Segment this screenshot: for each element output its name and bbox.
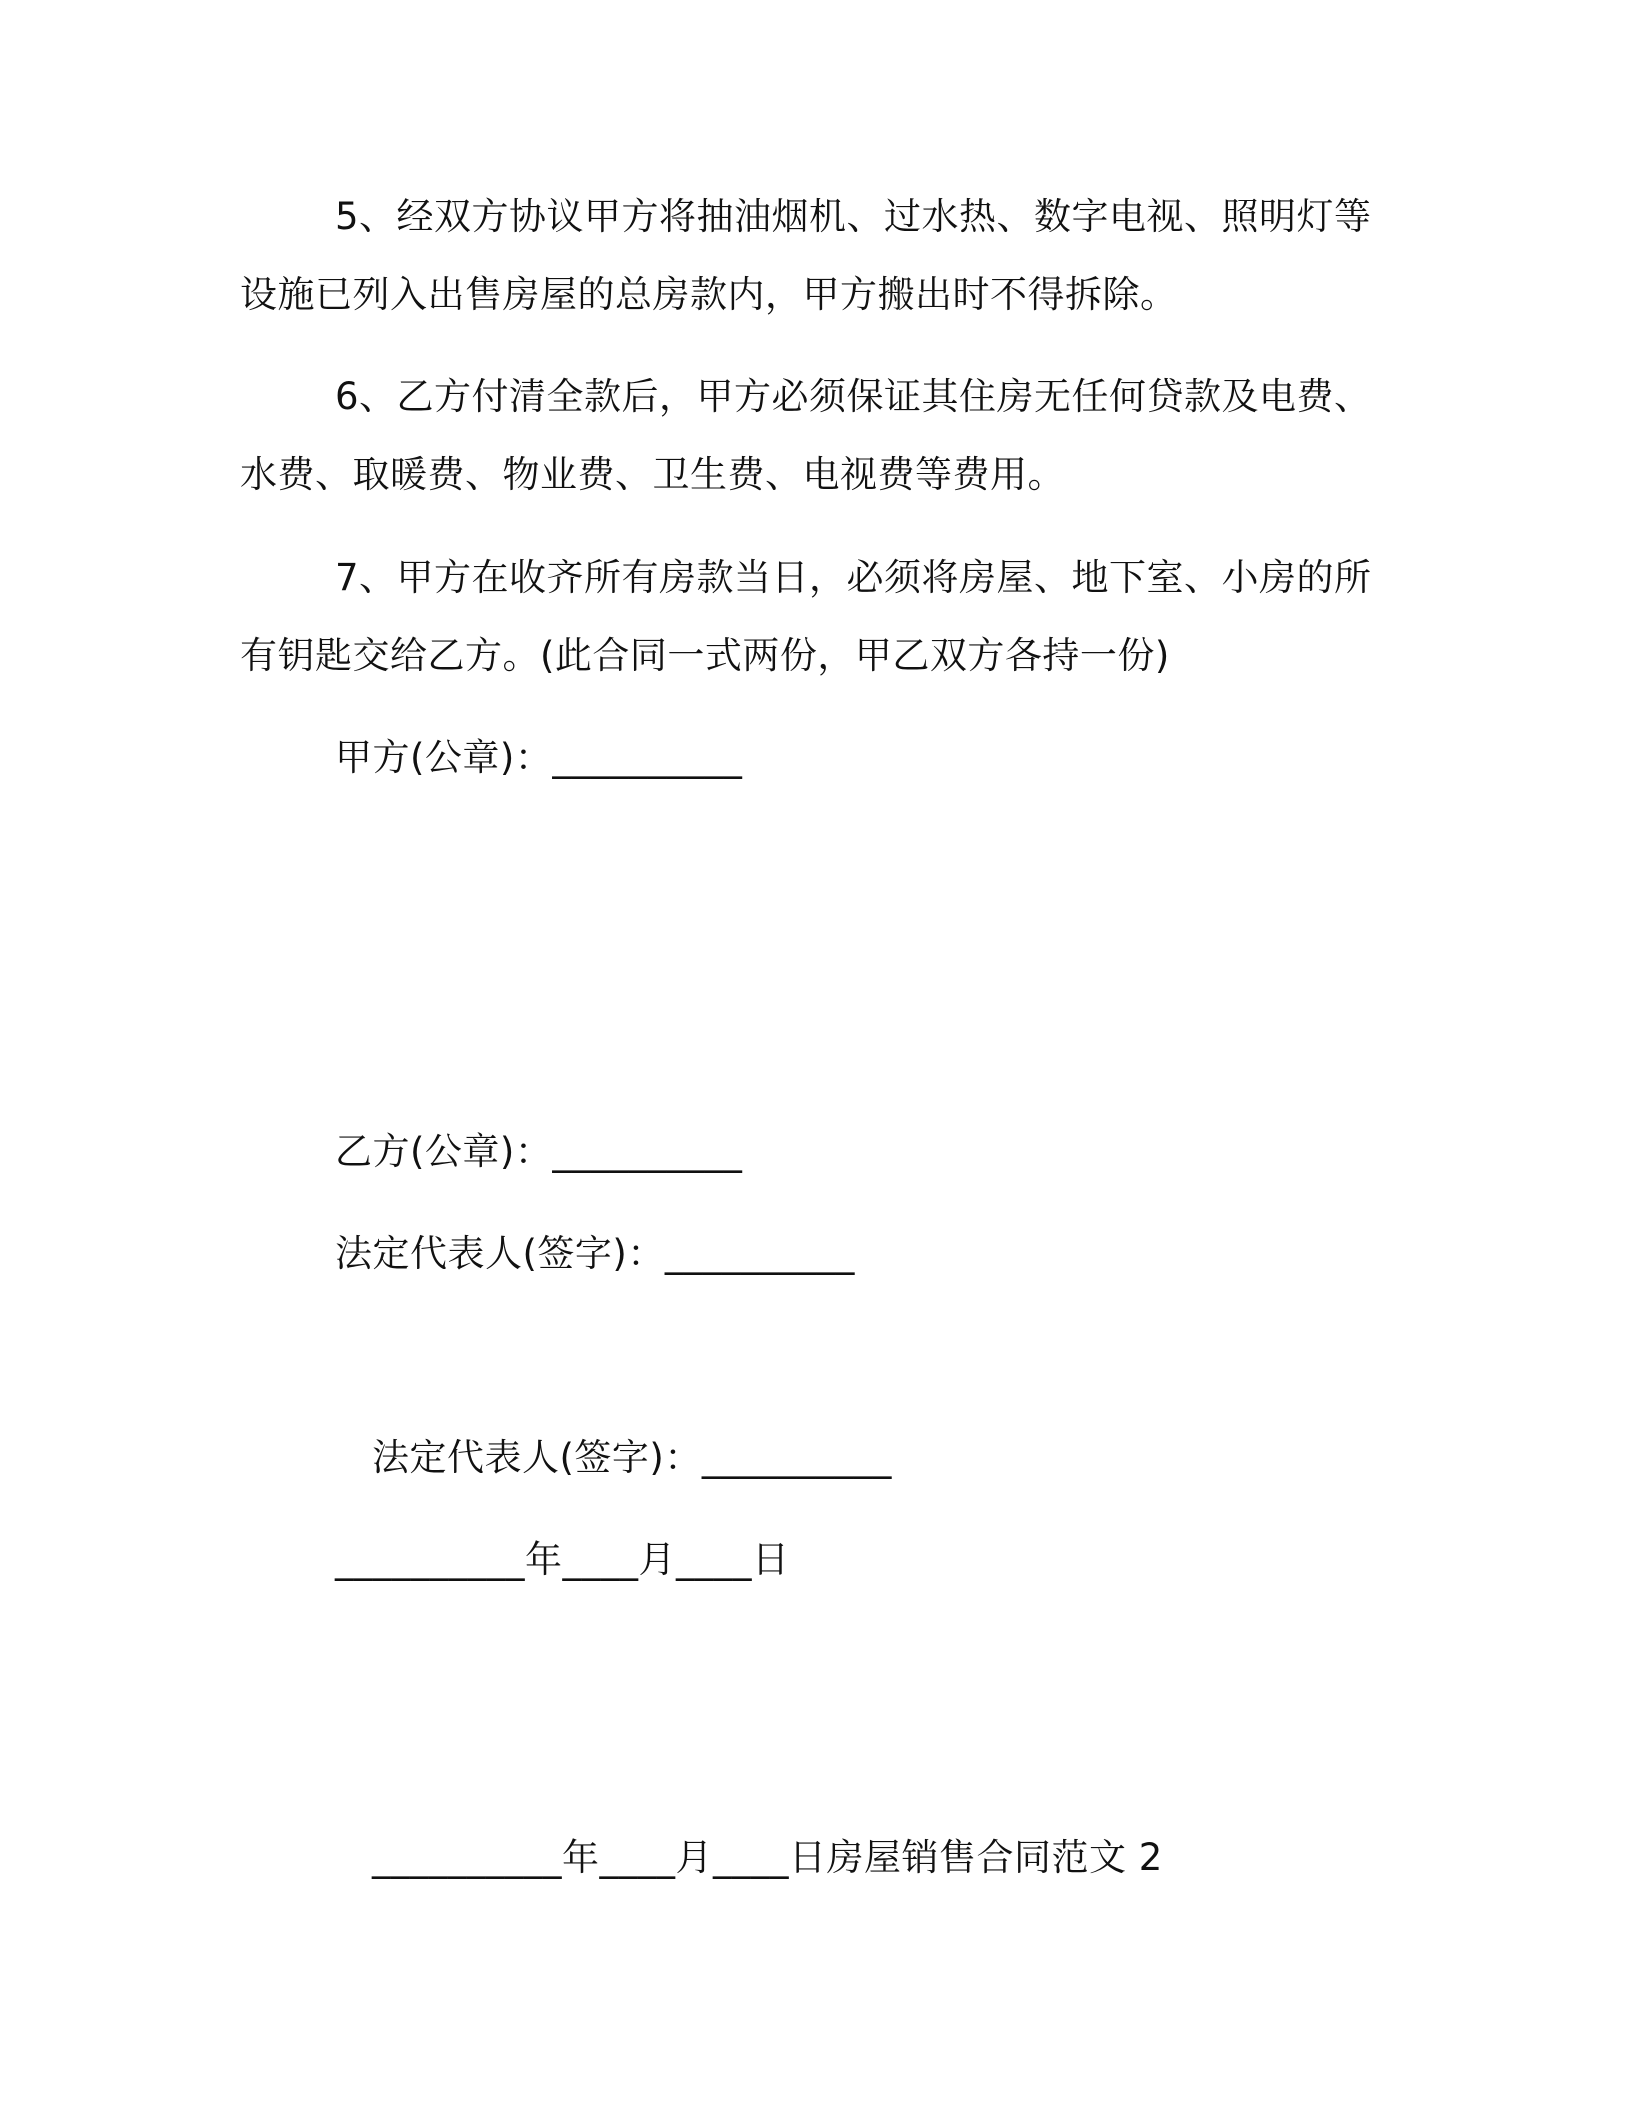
clause-6-line-2: 水费、取暖费、物业费、卫生费、电视费等费用。 bbox=[240, 453, 1065, 496]
clause-7-line-2: 有钥匙交给乙方。(此合同一式两份，甲乙双方各持一份) bbox=[240, 634, 1170, 677]
clause-7-line-1: 7、甲方在收齐所有房款当日，必须将房屋、地下室、小房的所 bbox=[335, 556, 1372, 599]
party-a-seal-line: 甲方(公章)：__________ bbox=[335, 736, 743, 779]
legal-representative-signature-line-2: 法定代表人(签字)：__________ bbox=[372, 1436, 892, 1479]
legal-representative-signature-line-1: 法定代表人(签字)：__________ bbox=[335, 1232, 855, 1275]
party-b-seal-line: 乙方(公章)：__________ bbox=[335, 1130, 743, 1173]
date-line: __________年____月____日 bbox=[335, 1538, 790, 1581]
footer-title-line: __________年____月____日房屋销售合同范文 2 bbox=[372, 1836, 1163, 1879]
clause-6-line-1: 6、乙方付清全款后，甲方必须保证其住房无任何贷款及电费、 bbox=[335, 375, 1372, 418]
clause-5-line-2: 设施已列入出售房屋的总房款内，甲方搬出时不得拆除。 bbox=[240, 273, 1178, 316]
clause-5-line-1: 5、经双方协议甲方将抽油烟机、过水热、数字电视、照明灯等 bbox=[335, 195, 1372, 238]
